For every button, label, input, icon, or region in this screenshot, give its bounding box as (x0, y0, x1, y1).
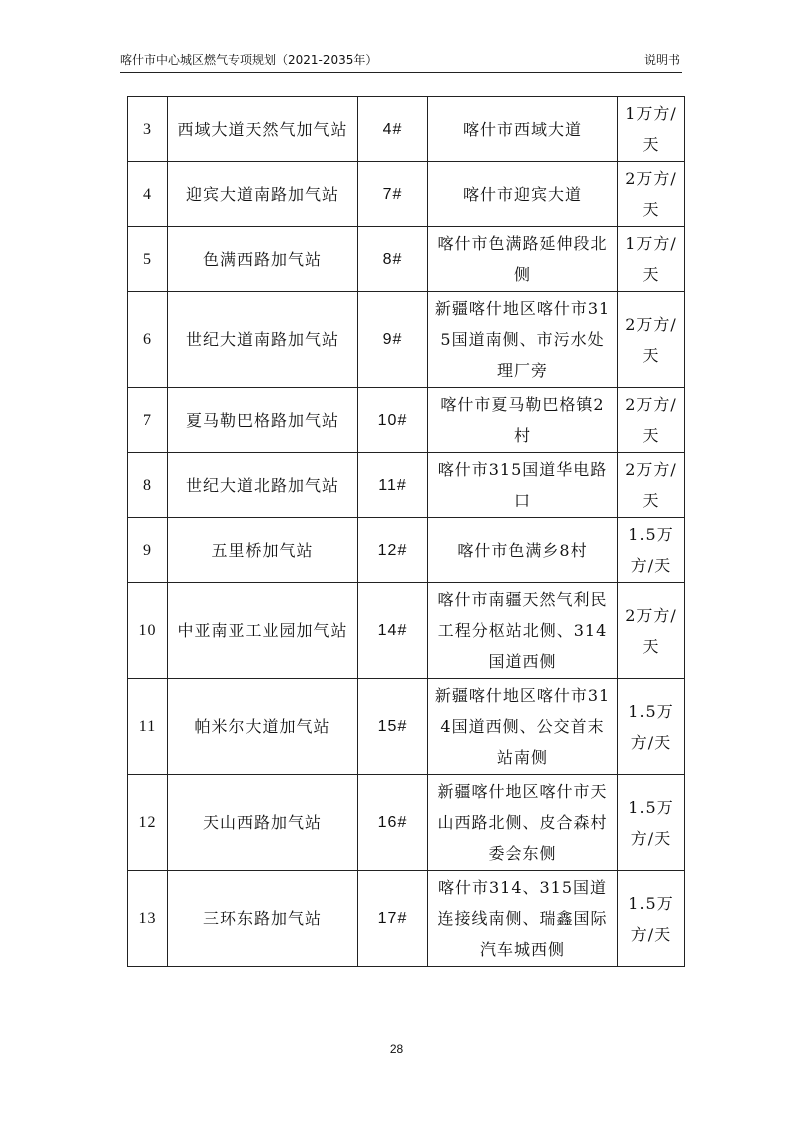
row-number: 3 (128, 97, 168, 162)
row-number: 11 (128, 679, 168, 775)
table-row (128, 679, 685, 775)
station-code: 10# (358, 388, 428, 453)
station-location: 喀什市迎宾大道 (428, 162, 618, 227)
table-row (128, 775, 685, 871)
station-name: 西域大道天然气加气站 (168, 97, 358, 162)
station-capacity: 1万方/天 (618, 97, 685, 162)
table-row (128, 518, 685, 583)
row-number: 4 (128, 162, 168, 227)
station-capacity: 1.5万方/天 (618, 871, 685, 967)
station-location: 喀什市西域大道 (428, 97, 618, 162)
station-capacity: 2万方/天 (618, 162, 685, 227)
station-location: 喀什市色满路延伸段北侧 (428, 227, 618, 292)
station-name: 迎宾大道南路加气站 (168, 162, 358, 227)
station-capacity: 2万方/天 (618, 388, 685, 453)
station-code: 17# (358, 871, 428, 967)
station-capacity: 1.5万方/天 (618, 518, 685, 583)
station-capacity: 1.5万方/天 (618, 775, 685, 871)
table-row (128, 871, 685, 967)
station-name: 天山西路加气站 (168, 775, 358, 871)
table-row (128, 583, 685, 679)
row-number: 9 (128, 518, 168, 583)
row-number: 8 (128, 453, 168, 518)
table-row (128, 292, 685, 388)
station-capacity: 1万方/天 (618, 227, 685, 292)
page-header (120, 48, 682, 73)
row-number: 7 (128, 388, 168, 453)
section-label: 说明书 (643, 53, 680, 67)
station-capacity: 2万方/天 (618, 292, 685, 388)
row-number: 12 (128, 775, 168, 871)
station-code: 16# (358, 775, 428, 871)
table-row (128, 162, 685, 227)
document-title: 喀什市中心城区燃气专项规划（2021-2035年） (120, 53, 378, 67)
table-row (128, 388, 685, 453)
station-location: 新疆喀什地区喀什市315国道南侧、市污水处理厂旁 (428, 292, 618, 388)
table-row (128, 97, 685, 162)
station-capacity: 2万方/天 (618, 583, 685, 679)
row-number: 10 (128, 583, 168, 679)
station-location: 喀什市南疆天然气利民工程分枢站北侧、314国道西侧 (428, 583, 618, 679)
station-code: 4# (358, 97, 428, 162)
page-number: 28 (389, 1042, 404, 1056)
station-name: 色满西路加气站 (168, 227, 358, 292)
station-code: 8# (358, 227, 428, 292)
station-location: 喀什市夏马勒巴格镇2村 (428, 388, 618, 453)
station-location: 新疆喀什地区喀什市314国道西侧、公交首末站南侧 (428, 679, 618, 775)
row-number: 6 (128, 292, 168, 388)
station-name: 三环东路加气站 (168, 871, 358, 967)
station-code: 9# (358, 292, 428, 388)
station-name: 五里桥加气站 (168, 518, 358, 583)
station-code: 12# (358, 518, 428, 583)
station-name: 帕米尔大道加气站 (168, 679, 358, 775)
station-capacity: 1.5万方/天 (618, 679, 685, 775)
station-name: 世纪大道北路加气站 (168, 453, 358, 518)
row-number: 13 (128, 871, 168, 967)
station-code: 11# (358, 453, 428, 518)
station-name: 中亚南亚工业园加气站 (168, 583, 358, 679)
station-location: 喀什市314、315国道连接线南侧、瑞鑫国际汽车城西侧 (428, 871, 618, 967)
station-location: 喀什市315国道华电路口 (428, 453, 618, 518)
station-name: 世纪大道南路加气站 (168, 292, 358, 388)
table-row (128, 453, 685, 518)
station-location: 新疆喀什地区喀什市天山西路北侧、皮合森村委会东侧 (428, 775, 618, 871)
station-code: 14# (358, 583, 428, 679)
gas-station-table (127, 96, 685, 967)
station-location: 喀什市色满乡8村 (428, 518, 618, 583)
table-row (128, 227, 685, 292)
row-number: 5 (128, 227, 168, 292)
station-code: 7# (358, 162, 428, 227)
station-code: 15# (358, 679, 428, 775)
station-capacity: 2万方/天 (618, 453, 685, 518)
station-name: 夏马勒巴格路加气站 (168, 388, 358, 453)
